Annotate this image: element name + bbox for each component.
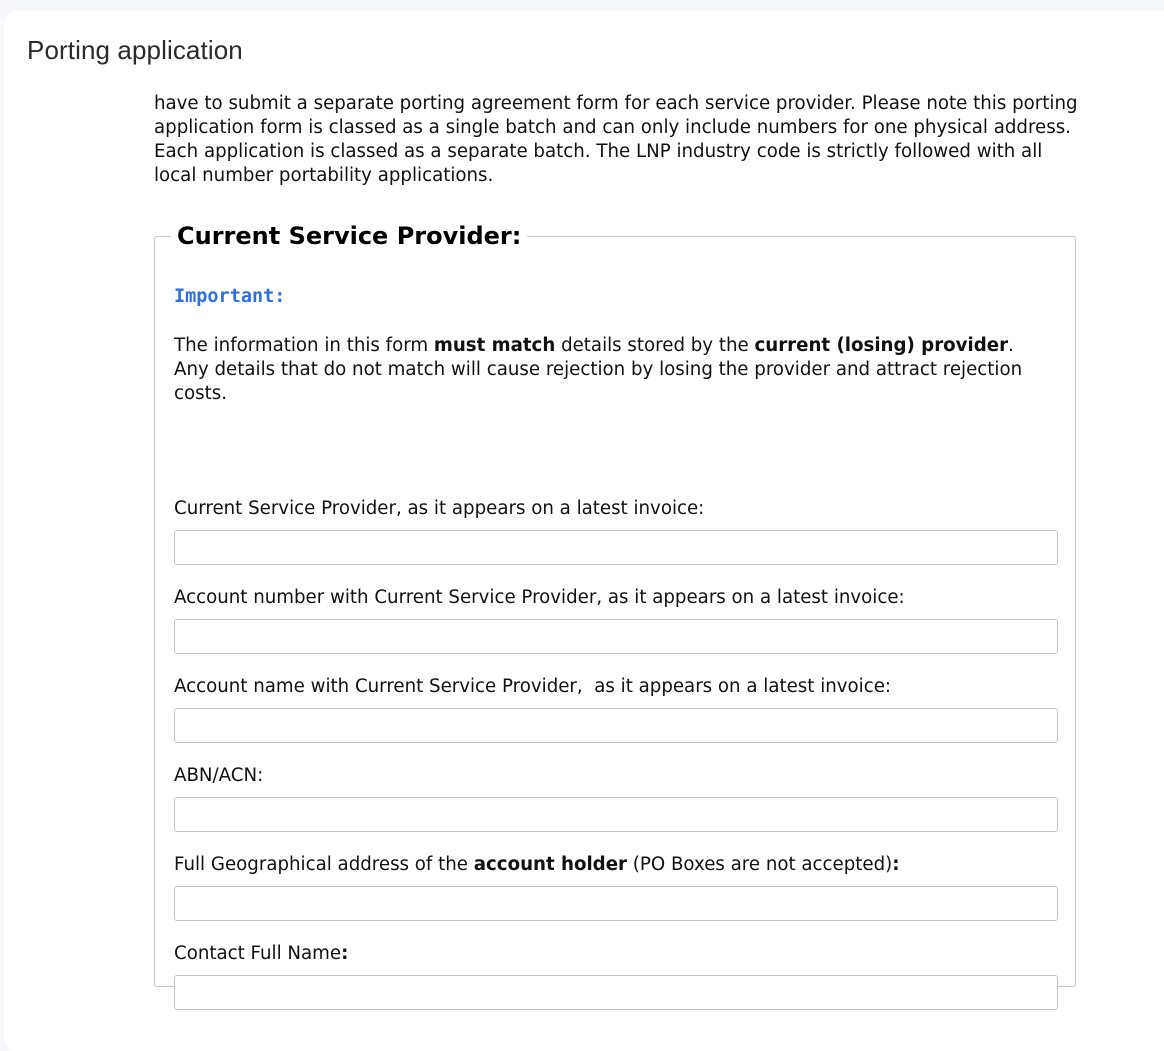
address-label-bold: account holder: [473, 854, 628, 875]
important-label: Important:: [174, 286, 286, 307]
field-contact-name: [174, 942, 1058, 1010]
account-number-input[interactable]: [174, 619, 1058, 654]
abn-label: ABN/ACN:: [174, 765, 264, 786]
address-label-colon: :: [892, 854, 900, 875]
address-label-text-1: Full Geographical address of the: [174, 854, 474, 875]
address-label-text-2: (PO Boxes are not accepted): [627, 854, 893, 875]
abn-input[interactable]: [174, 797, 1058, 832]
content-card: [4, 11, 1164, 1051]
notice-text-3: . Any details that do not match will cause rejection by losing the provider and attract rejection costs.: [174, 335, 1023, 404]
contact-label-colon: :: [341, 943, 349, 964]
field-abn: [174, 764, 1058, 832]
field-account-number: [174, 586, 1058, 654]
field-address: [174, 853, 1058, 921]
contact-label: [174, 942, 1058, 966]
section-legend: Current Service Provider:: [177, 222, 522, 250]
field-provider: [174, 497, 1058, 565]
account-number-label: Account number with Current Service Provider, as it appears on a latest invoice:: [174, 587, 905, 608]
notice-bold-1: must match: [433, 335, 556, 356]
provider-label: Current Service Provider, as it appears on a latest invoice:: [174, 498, 705, 519]
important-notice: [174, 334, 1054, 406]
notice-text-1: The information in this form: [174, 335, 434, 356]
page-title: Porting application: [27, 35, 243, 65]
address-label: [174, 853, 1058, 877]
contact-label-text: Contact Full Name: [174, 943, 342, 964]
contact-input[interactable]: [174, 975, 1058, 1010]
provider-input[interactable]: [174, 530, 1058, 565]
account-name-input[interactable]: [174, 708, 1058, 743]
notice-bold-2: current (losing) provider: [754, 335, 1009, 356]
address-input[interactable]: [174, 886, 1058, 921]
account-name-label: Account name with Current Service Provider, as it appears on a latest invoice:: [174, 676, 892, 697]
field-account-name: [174, 675, 1058, 743]
intro-text: have to submit a separate porting agreement form for each service provider. Please note this porting application form is classed as a single batch and can only include numbers for one physical address. Each application is classed as a separate batch. The LNP industry code is strictly followed with all local number portability applications.: [154, 93, 1078, 186]
current-provider-section: [154, 221, 1076, 987]
notice-text-2: details stored by the: [555, 335, 755, 356]
